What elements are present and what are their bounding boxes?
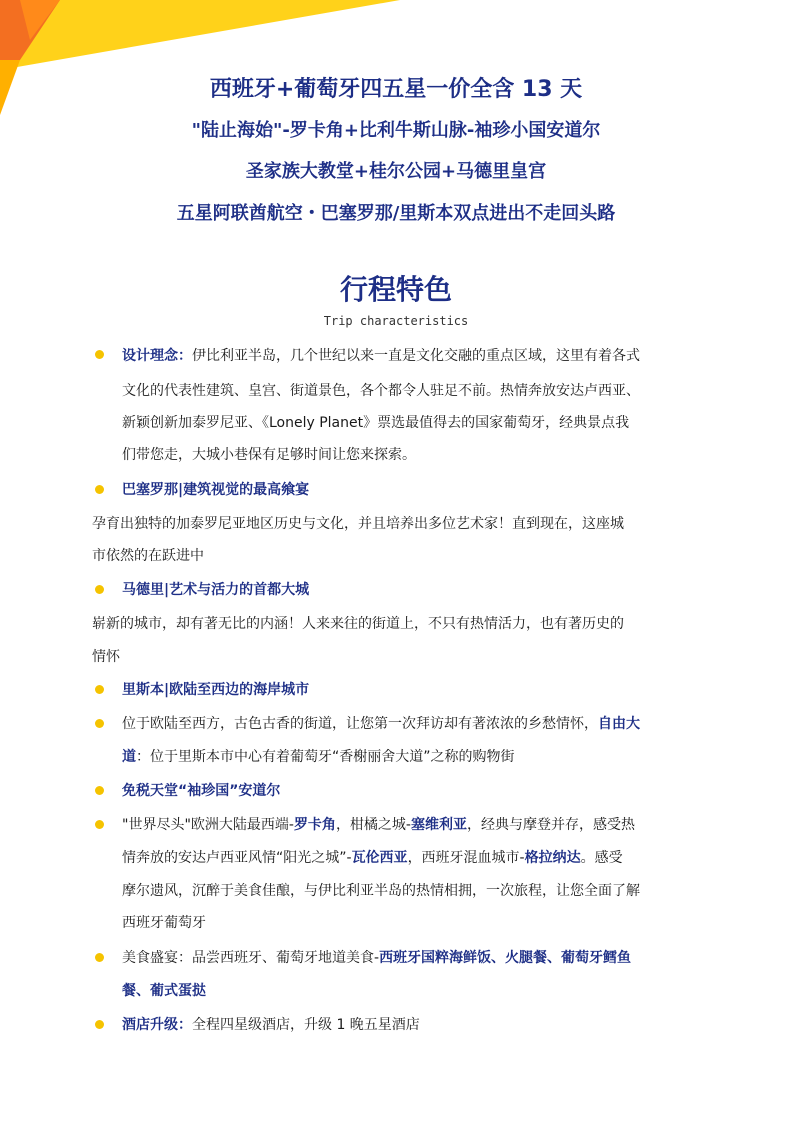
trip-subtitle-2: 圣家族大教堂+桂尔公园+马德里皇宫 (245, 161, 547, 182)
lisbon-detail-line-1 (122, 713, 640, 733)
highlight-roca: 罗卡角 (293, 817, 336, 833)
design-line-2: 文化的代表性建筑、皇宫、街道景色，各个都令人驻足不前。热情奔放安达卢西亚、 (122, 383, 640, 399)
trip-subtitle-1: "陆止海始"-罗卡角+比利牛斯山脉-袖珍小国安道尔 (191, 120, 601, 141)
bullet-icon (95, 820, 104, 829)
bullet-icon (95, 719, 104, 728)
hotel-label: 酒店升级： (122, 1017, 192, 1033)
bullet-icon (95, 1020, 104, 1029)
highlight-valencia: 瓦伦西亚 (351, 850, 408, 866)
world-end-line-3: 摩尔遗风，沉醉于美食佳酿，与伊比利亚半岛的热情相拥，一次旅程，让您全面了解 (122, 883, 640, 899)
section-title: 行程特色 (339, 273, 452, 306)
madrid-title: 马德里|艺术与活力的首都大城 (122, 582, 310, 598)
bullet-icon (95, 786, 104, 795)
barcelona-title: 巴塞罗那|建筑视觉的最高飨宴 (122, 482, 310, 498)
highlight-granada: 格拉纳达 (524, 850, 581, 866)
design-line-3: 新颖创新加泰罗尼亚、《Lonely Planet》票选最值得去的国家葡萄牙，经典景点我 (122, 415, 630, 431)
trip-subtitle-3: 五星阿联酋航空・巴塞罗那/里斯本双点进出不走回头路 (176, 203, 616, 224)
design-text-1: 伊比利亚半岛，几个世纪以来一直是文化交融的重点区域，这里有着各式 (192, 348, 640, 364)
lisbon-detail-text-2: ：位于里斯本市中心有着葡萄牙“香榭丽舍大道”之称的购物街 (136, 749, 515, 765)
hotel-text: 全程四星级酒店，升级 1 晚五星酒店 (192, 1017, 420, 1033)
bullet-icon (95, 350, 104, 359)
text: ，柑橘之城- (335, 817, 411, 833)
lisbon-title: 里斯本|欧陆至西边的海岸城市 (122, 682, 310, 698)
madrid-line-2: 情怀 (92, 649, 120, 665)
bullet-icon (95, 485, 104, 494)
bullet-icon (95, 685, 104, 694)
text: "世界尽头"欧洲大陆最西端- (122, 817, 294, 833)
text: ，西班牙混血城市- (407, 850, 525, 866)
trip-title: 西班牙+葡萄牙四五星一价全含 13 天 (209, 77, 583, 102)
world-end-line-2 (122, 847, 623, 867)
world-end-line-4: 西班牙葡萄牙 (122, 915, 206, 931)
andorra-title: 免税天堂“袖珍国”安道尔 (122, 783, 281, 799)
lisbon-detail-text: 位于欧陆至西方，古色古香的街道，让您第一次拜访却有著浓浓的乡愁情怀， (122, 716, 598, 732)
text: 美食盛宴：品尝西班牙、葡萄牙地道美食- (122, 950, 380, 966)
lisbon-detail-line-2 (122, 746, 515, 766)
barcelona-line-2: 市依然的在跃进中 (92, 548, 204, 564)
hotel-line (122, 1014, 420, 1034)
text: 。感受 (580, 850, 623, 866)
bullet-icon (95, 953, 104, 962)
food-line-2: 餐、葡式蛋挞 (122, 983, 206, 999)
bullet-icon (95, 585, 104, 594)
section-subtitle: Trip characteristics (323, 314, 469, 328)
design-line-4: 们带您走，大城小巷保有足够时间让您来探索。 (122, 447, 416, 463)
text: 情奔放的安达卢西亚风情“阳光之城”- (122, 850, 352, 866)
highlight-food: 西班牙国粹海鲜饭、火腿餐、葡萄牙鳕鱼 (379, 950, 632, 966)
freedom-avenue-link: 自由大 (598, 716, 640, 732)
corner-decoration (0, 0, 400, 130)
design-label: 设计理念： (122, 348, 192, 364)
design-line-1 (122, 345, 640, 365)
food-line-1 (122, 947, 631, 967)
world-end-line-1 (122, 814, 635, 834)
text: ，经典与摩登并存，感受热 (467, 817, 635, 833)
highlight-seville: 塞维利亚 (411, 817, 467, 833)
madrid-line-1: 崭新的城市，却有著无比的内涵！人来来往的街道上，不只有热情活力，也有著历史的 (92, 616, 624, 632)
freedom-avenue-link-end: 道 (122, 749, 136, 765)
barcelona-line-1: 孕育出独特的加泰罗尼亚地区历史与文化，并且培养出多位艺术家！直到现在，这座城 (92, 516, 624, 532)
